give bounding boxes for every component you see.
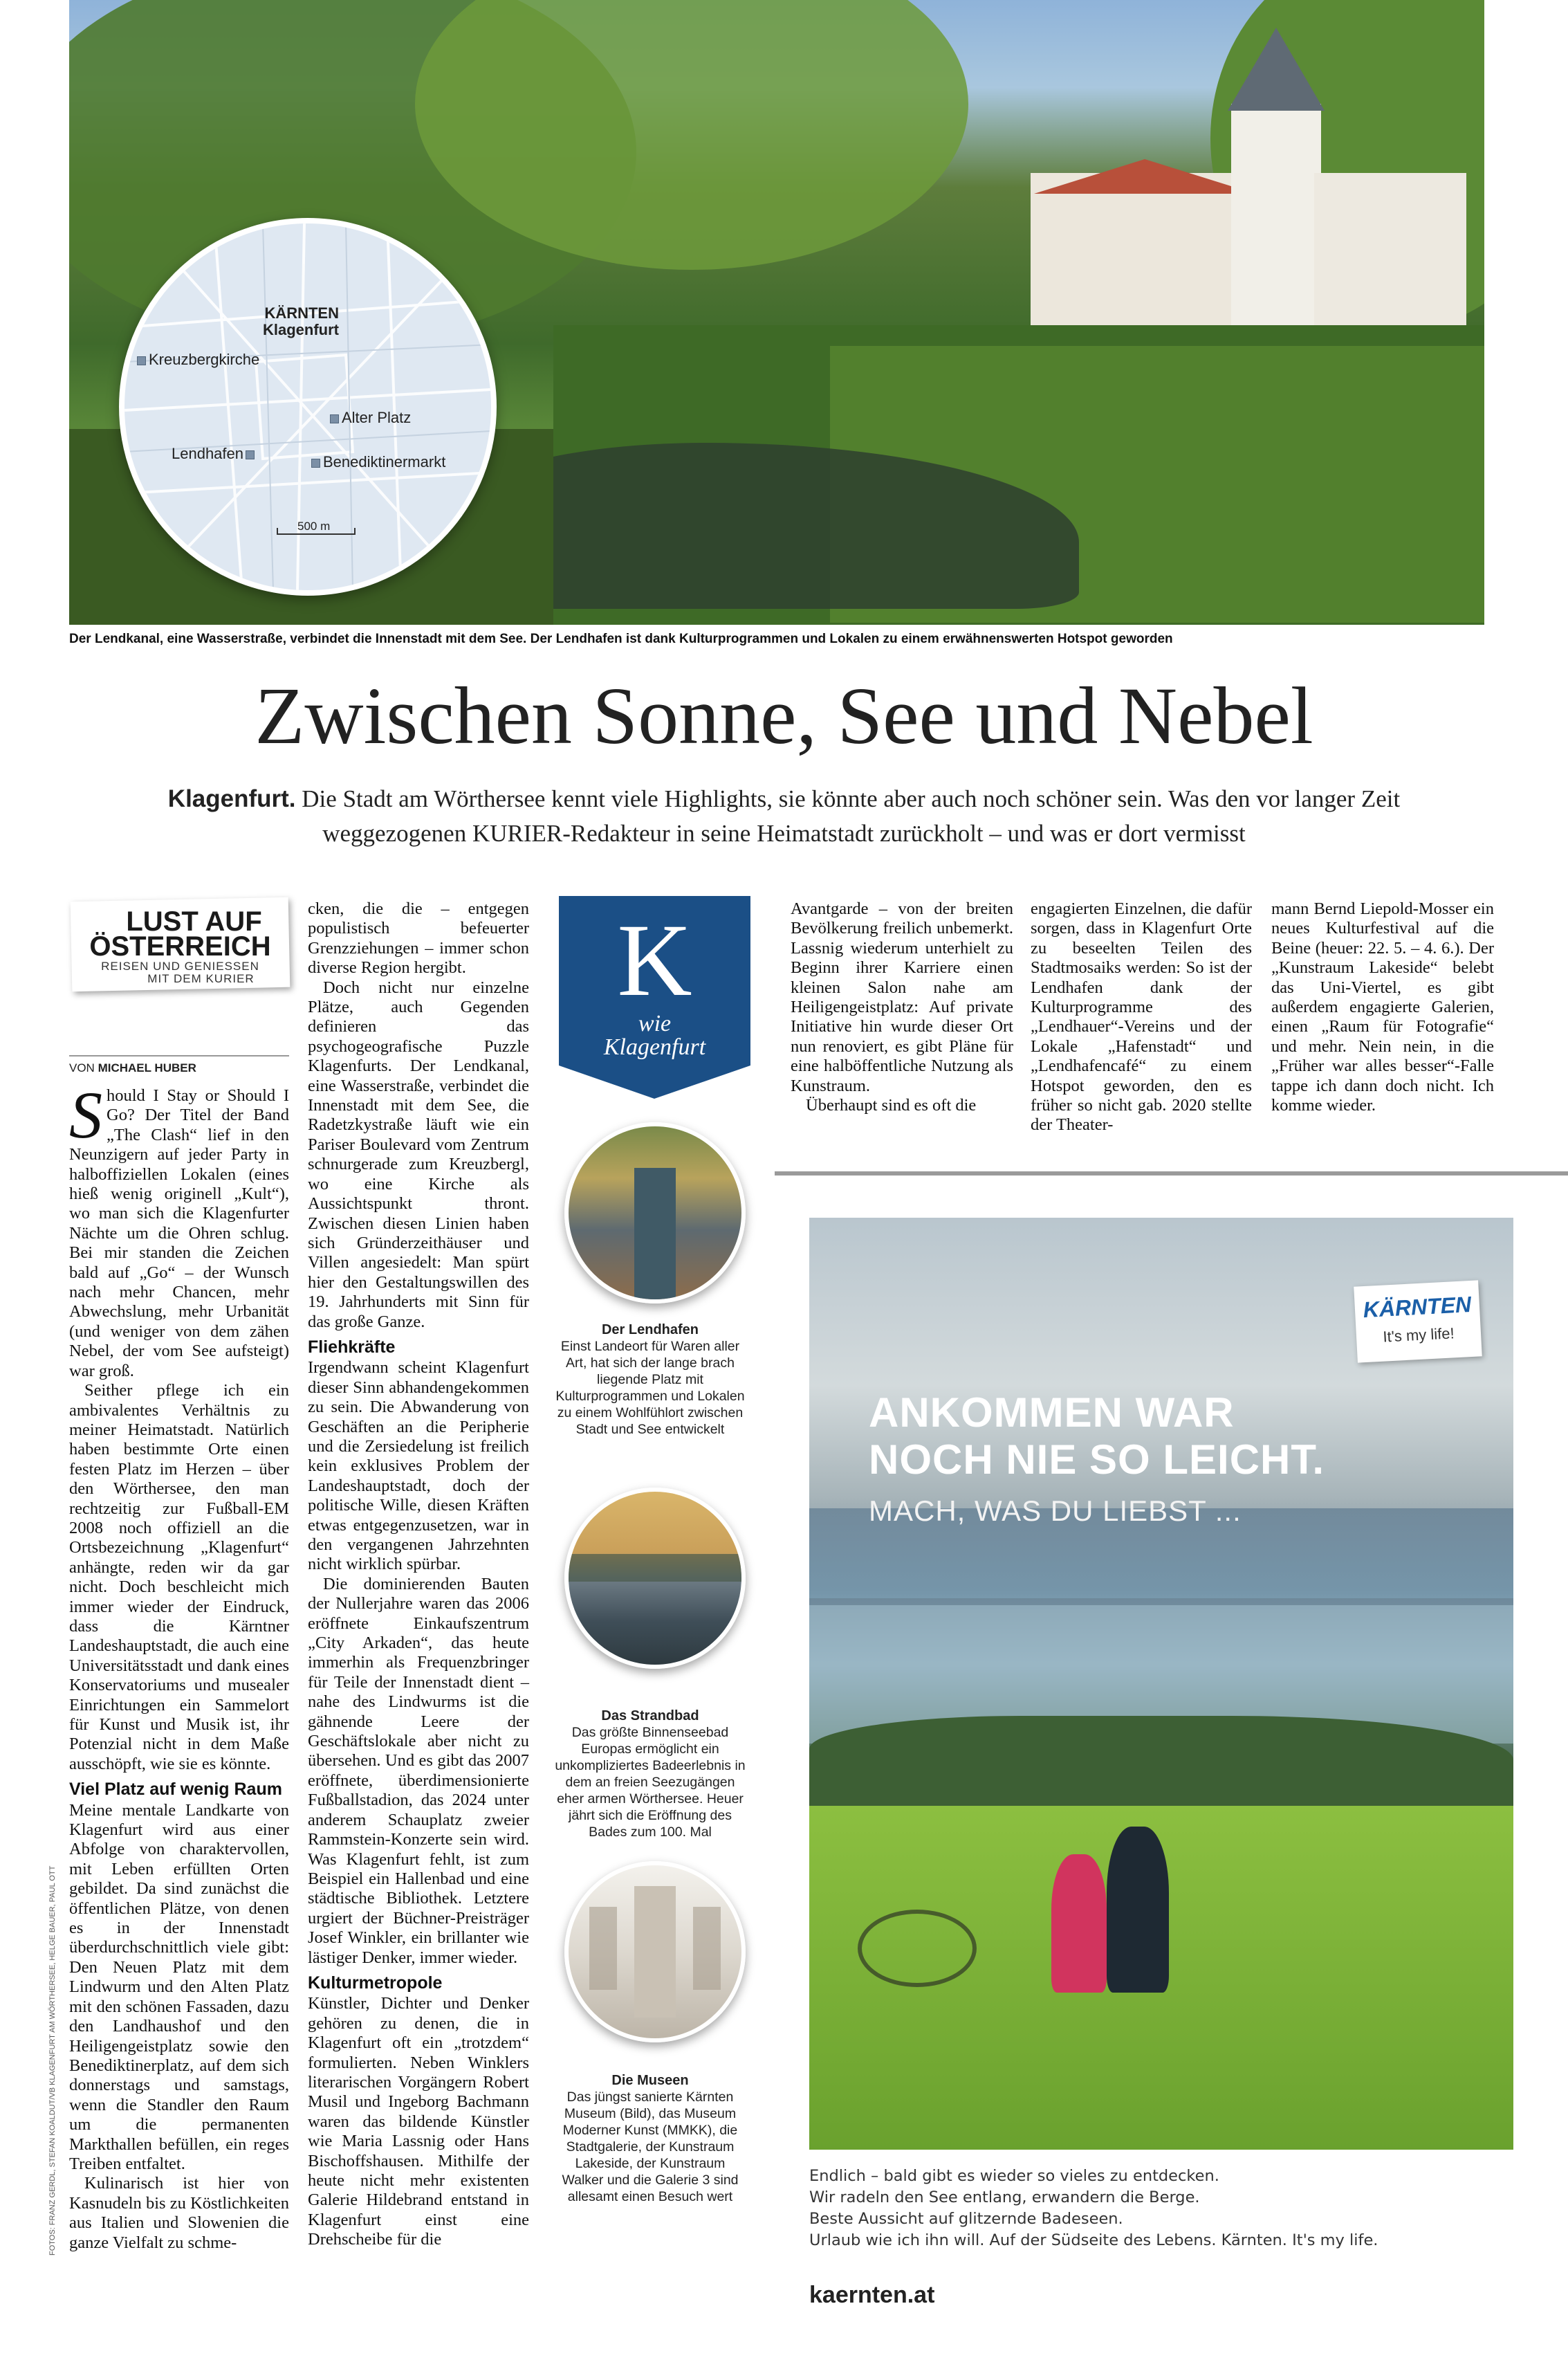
drop-cap: S: [69, 1078, 102, 1152]
logo-text: KÄRNTEN: [1362, 1291, 1472, 1323]
sidebar-letter: K: [617, 903, 692, 1018]
map-scale: 500 m: [297, 520, 331, 533]
article-column-2: cken, die die – entgegen populistisch befeuerter Grenzziehungen – immer schon diverse Region hergibt. Doch nicht nur einzelne Plätze, auch Gegenden definieren das psychogeografische Puzzle Klagenfurts. Der Lendkanal, eine Wasserstraße, verbindet die Innenstadt mit dem See, die Radetzkystraße läuft wie ein Pariser Boulevard vom Zentrum schnurgerade zum Kreuzbergl, wo eine Kirche als Aussichtspunkt thront. Zwischen diesen Linien haben sich Gründerzeithäuser und Villen angesiedelt: Man spürt hier den Gestaltungswillen des 19. Jahrhunderts mit Sinn für das große Ganze. Fliehkräfte Irgendwann scheint Klagenfurt dieser Sinn abhandengekommen zu sein. Die Abwanderung von Geschäften an die Peripherie und die Zersiedelung ist freilich kein exklusives Problem der Landeshauptstadt, doch der politische Wille, diesen Kräften etwas entgegenzusetzen, war in den vergangenen Jahrzehnten nicht wirklich spürbar. Die dominierenden Bauten der Nullerjahre waren das 2006 eröffnete Einkaufszentrum „City Arkaden“, das heute immerhin als Frequenzbringer für Teile der Innenstadt dient – nahe des Lindwurms ist die gähnende Leere der Geschäftslokale aber nicht zu übersehen. Und es gibt das 2007 eröffnete, überdimensionierte Fußballstadion, das 2024 unter anderem Schauplatz zweier Rammstein-Konzerte sein wird. Was Klagenfurt fehlt, ist zum Beispiel ein Hallenbad und eine städtische Bibliothek. Letztere urgiert der Büchner-Preisträger Josef Winkler, ein brillanter wie lästiger Denker, immer wieder. Kulturmetropole Künstler, Dichter und Denker gehören zu denen, die in Klagenfurt oft ein „trotzdem“ formulierten. Neben Winklers literarischen Vorgängern Robert Musil und Ingeborg Bachmann waren das bildende Künstler wie Maria Lassnig oder Hans Bischoffshausen. Mithilfe der heute nicht mehr existenten Galerie Hildebrand entstand in Klagenfurt einst eine Drehscheibe für die: [308, 899, 529, 2249]
ad-subline: MACH, WAS DU LIEBST ...: [869, 1494, 1242, 1527]
photo-strandbad: [564, 1488, 746, 1669]
photo-caption: Der Lendkanal, eine Wasserstraße, verbindet die Innenstadt mit dem See. Der Lendhafen ist dank Kulturprogrammen und Lokalen zu einem erwähnenswerten Hotspot geworden: [69, 632, 1173, 646]
article-column-6: mann Bernd Liepold-Mosser ein neues Kulturfestival auf die Beine (heuer: 22. 5. – 4. 6.). Der „Kunstraum Lakeside“ belebt das Uni-Viertel, es gibt außerdem engagierte Galerien, einen „Raum für Fotografie“ und mehr. Nein nein, in die „Früher war alles besser“-Falle tappe ich dann doch nicht. Ich komme wieder.: [1271, 899, 1494, 1115]
series-logo: [71, 899, 289, 989]
city-map: [119, 218, 497, 596]
lead-dateline: Klagenfurt.: [167, 785, 296, 812]
sidebar-item: Der Lendhafen Einst Landeort für Waren aller Art, hat sich der lange brach liegende Platz mit Kulturprogrammen und Lokalen zu einem Wohlfühlort zwischen Stadt und See entwickelt: [555, 1322, 745, 1437]
map-place: Benediktinermarkt: [311, 453, 445, 471]
photo-credit: FOTOS: FRANZ GERDL, STEFAN KOALDUT/VB KLAGENFURT AM WÖRTHERSEE, HELGE BAUER, PAUL OTT: [48, 1865, 57, 2256]
sidebar-item: Das Strandbad Das größte Binnenseebad Europas ermöglicht ein unkompliziertes Badeerlebnis in dem an freien Seezugängen eher armen Wörthersee. Heuer jährt sich die Eröffnung des Bades zum 100. Mal: [555, 1708, 746, 1840]
article-column-5: engagierten Einzelnen, die dafür sorgen, dass in Klagenfurt Orte zu beseelten Teilen des Stadtmosaiks werden: So ist der Lendhafen dank der Kulturprogramme des „Lendhauer“-Vereins und der Lokale „Hafenstadt“ und „Lendhafencafé“ zu einem Hotspot geworden, den es früher so nicht gab. 2020 stellte der Theater-: [1031, 899, 1252, 1135]
ad-headline: ANKOMMEN WAR NOCH NIE SO LEICHT.: [869, 1389, 1325, 1483]
article-column-1: Should I Stay or Should I Go? Der Titel der Band „The Clash“ lief in den Neunzigern auf jeder Party in halboffiziellen Lokalen (eines hieß wenig originell „Kult“), wo man sich die Klagenfurter Nächte um die Ohren schlug. Bei mir standen die Zeichen bald auf „Go“ – der Wunsch nach mehr Chancen, mehr Abwechslung, mehr Urbanität (und weniger von dem zähen Nebel, der vom See aufsteigt) war groß. Seither pflege ich ein ambivalentes Verhältnis zu meiner Heimatstadt. Natürlich haben bestimmte Orte einen festen Platz im Herzen – über den Wörthersee, den man rechtzeitig zur Fußball-EM 2008 noch offiziell an die Ortsbezeichnung „Klagenfurt“ anhängte, reden wir da gar nicht. Doch beschleicht mich immer wieder der Eindruck, dass die Kärntner Landeshauptstadt, die auch eine Universitätsstadt und dank eines Konservatoriums und musealer Einrichtungen ein Sammelort für Kunst und Musik ist, ihr Potenzial nicht in dem Maße ausschöpft, wie sie es könnte. Viel Platz auf wenig Raum Meine mentale Landkarte von Klagenfurt wird aus einer Abfolge von charaktervollen, mit Leben erfüllten Orten gebildet. Da sind zunächst die öffentlichen Plätze, von denen es in der Innenstadt überdurchschnittlich viele gibt: Den Neuen Platz mit dem Lindwurm und den Alten Platz mit den schönen Fassaden, dazu den Landhaushof und den Heiligengeistplatz sowie den Benediktinerplatz, auf dem sich donnerstags und samstags, wenn die Standler den Raum um die permanenten Markthallen befüllen, ein reges Treiben entfaltet. Kulinarisch ist hier von Kasnudeln bis zu Köstlichkeiten aus Italien und Slowenien die ganze Vielfalt zu schme-: [69, 1078, 289, 2252]
map-place: Alter Platz: [330, 409, 411, 427]
byline-rule: [69, 1055, 289, 1056]
sidebar-banner: [559, 896, 750, 1104]
subhead-fliehkraefte: Fliehkräfte: [308, 1337, 396, 1357]
map-place: Kreuzbergkirche: [137, 351, 259, 369]
byline: VON MICHAEL HUBER: [69, 1061, 196, 1074]
map-city: Klagenfurt: [263, 321, 339, 338]
advertisement[interactable]: [809, 1218, 1513, 2150]
map-region: KÄRNTEN: [264, 304, 339, 322]
ad-body: Endlich – bald gibt es wieder so vieles zu entdecken. Wir radeln den See entlang, erwandern die Berge. Beste Aussicht auf glitzernde Badeseen. Urlaub wie ich ihn will. Auf der Südseite des Lebens. Kärnten. It's my life.: [809, 2167, 1378, 2249]
logo-tagline: It's my life!: [1382, 1324, 1455, 1346]
lead-text: Die Stadt am Wörthersee kennt viele Highlights, sie könnte aber auch noch schöner sein. Was den vor langer Zeit weggezogenen KURIER-Redakteur in seine Heimatstadt zurückholt – und was er dort vermisst: [302, 785, 1401, 847]
sidebar-sub1: wie: [638, 1011, 672, 1036]
ad-divider: [775, 1171, 1568, 1176]
ad-url-link[interactable]: kaernten.at: [809, 2282, 935, 2308]
subhead-kulturmetropole: Kulturmetropole: [308, 1973, 443, 1993]
sidebar-sub2: Klagenfurt: [603, 1034, 706, 1060]
sidebar-item: Die Museen Das jüngst sanierte Kärnten Museum (Bild), das Museum Moderner Kunst (MMKK), die Stadtgalerie, der Kunstraum Lakeside, der Kunstraum Walker und die Galerie 3 sind allesamt einen Besuch wert: [562, 2073, 739, 2204]
photo-museum: [564, 1861, 746, 2042]
series-line4: MIT DEM KURIER: [147, 972, 255, 985]
map-place: Lendhafen: [172, 445, 257, 463]
kaernten-logo: [1354, 1280, 1482, 1362]
photo-lendhafen: [564, 1122, 746, 1304]
map-streets: [124, 223, 491, 590]
subhead-viel-platz: Viel Platz auf wenig Raum: [69, 1780, 282, 1800]
article-column-4: Avantgarde – von der breiten Bevölkerung freilich unbemerkt. Lassnig wiederum unterhielt zu Beginn ihrer Karriere einen kleinen Salon nahe am Heiligengeistplatz: Auf private Initiative hin wurde dieser Ort nun renoviert, es gibt Pläne für eine halböffentliche Nutzung als Kunstraum. Überhaupt sind es oft die: [791, 899, 1013, 1115]
headline: Zwischen Sonne, See und Nebel: [255, 670, 1313, 761]
lead: [138, 782, 1430, 851]
series-line3: REISEN UND GENIESSEN: [101, 960, 259, 973]
series-line2: ÖSTERREICH: [89, 931, 271, 962]
series-line1: LUST AUF: [126, 906, 262, 937]
